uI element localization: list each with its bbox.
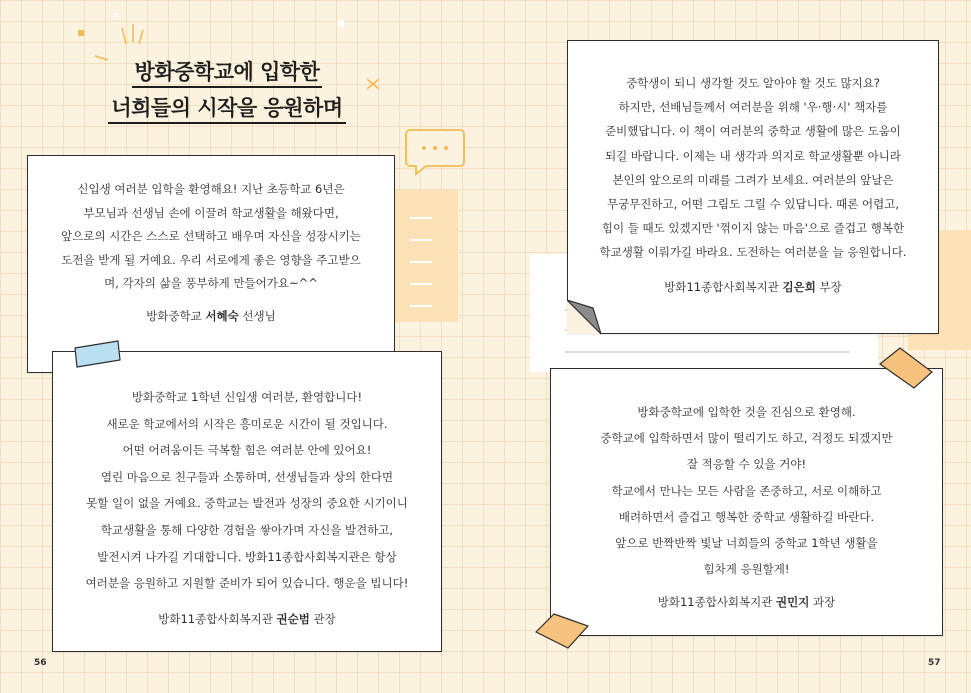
message-body <box>551 399 942 582</box>
title-line-1: 방화중학교에 입학한 <box>132 60 323 88</box>
signer-name: 서혜숙 <box>205 308 239 323</box>
message-line: 무궁무진하고, 어떤 그림도 그릴 수 있답니다. 때론 어렵고, <box>606 197 900 212</box>
message-line: 중학생이 되니 생각할 것도 알아야 할 것도 많지요? <box>626 76 880 90</box>
sparkle-icon <box>95 24 143 60</box>
message-line: 열린 마음으로 친구들과 소통하며, 선생님들과 상의 한다면 <box>100 469 394 484</box>
message-line: 어떤 어려움이든 극복할 힘은 여러분 안에 있어요! <box>122 443 372 458</box>
signature: 방화11종합사회복지관 권순범 관장 <box>158 611 336 626</box>
message-line: 본인의 앞으로의 미래를 그려가 보세요. 여러분의 앞날은 <box>612 172 894 187</box>
page-title <box>32 56 422 126</box>
page-number-right: 57 <box>928 658 941 668</box>
orange-tape <box>532 606 592 652</box>
signature: 방화중학교 서혜숙 선생님 <box>146 308 276 323</box>
message-line: 방화중학교에 입학한 것을 진심으로 환영해. <box>637 405 856 419</box>
message-line: 중학교에 입학하면서 많이 떨리기도 하고, 걱정도 되겠지만 <box>600 431 893 446</box>
signature: 방화11종합사회복지관 김은희 부장 <box>664 279 842 294</box>
message-line: 하지만, 선배님들께서 여러분을 위해 '우·행·시' 책자를 <box>618 100 888 115</box>
message-line: 학교에서 만나는 모든 사람을 존중하고, 서로 이해하고 <box>611 483 882 498</box>
message-line: 못할 일이 없을 거예요. 중학교는 발전과 성장의 중요한 시기이니 <box>86 496 408 511</box>
orange-tape <box>876 346 936 392</box>
message-line: 신입생 여러분 입학을 환영해요! 지난 초등학교 6년은 <box>77 182 345 196</box>
message-line: 새로운 학교에서의 시작은 흥미로운 시간이 될 것입니다. <box>106 416 388 431</box>
message-line: 준비했답니다. 이 책이 여러분의 중학교 생활에 많은 도움이 <box>605 124 901 139</box>
message-card-manager <box>567 40 939 334</box>
message-line: 힘이 들 때도 있겠지만 '꺾이지 않는 마음'으로 즐겁고 행복한 <box>601 221 905 236</box>
title-line-2: 너희들의 시작을 응원하며 <box>108 96 345 124</box>
message-line: 학교생활 이뤄가길 바라요. 도전하는 여러분을 늘 응원합니다. <box>599 245 907 260</box>
dot-icon <box>114 13 118 17</box>
blue-tape <box>72 338 122 370</box>
message-line: 도전을 받게 될 거예요. 우리 서로에게 좋은 영향을 주고받으 <box>61 252 361 267</box>
message-line: 잘 적응할 수 있을 거야! <box>686 457 807 472</box>
folded-corner-icon <box>567 300 603 336</box>
message-body <box>28 178 394 296</box>
message-line: 부모님과 선생님 손에 이끌려 학교생활을 해왔다면, <box>83 205 339 220</box>
message-line: 앞으로의 시간은 스스로 선택하고 배우며 자신을 성장시키는 <box>61 229 361 243</box>
message-body <box>53 384 441 597</box>
signature: 방화11종합사회복지관 권민지 과장 <box>657 595 836 610</box>
message-line: 방화중학교 1학년 신입생 여러분, 환영합니다! <box>131 390 363 404</box>
speech-bubble-icon <box>406 130 464 174</box>
dot-icon <box>337 19 345 27</box>
message-line: 학교생활을 통해 다양한 경험을 쌓아가며 자신을 발견하고, <box>100 522 394 537</box>
signer-name: 권순범 <box>276 611 310 626</box>
message-line: 앞으로 반짝반짝 빛날 너희들의 중학교 1학년 생활을 <box>615 536 878 551</box>
message-line: 힘차게 응원할게! <box>703 562 790 577</box>
message-line: 며, 각자의 삶을 풍부하게 만들어가요~^^ <box>104 276 318 290</box>
message-line: 배려하면서 즐겁고 행복한 중학교 생활하길 바란다. <box>618 509 875 524</box>
message-card-director <box>52 351 442 652</box>
page-number-left: 56 <box>34 658 47 668</box>
message-line: 발전시켜 나가길 기대합니다. 방화11종합사회복지관은 항상 <box>97 549 397 564</box>
message-line: 여러분을 응원하고 지원할 준비가 되어 있습니다. 행운을 빕니다! <box>85 576 409 591</box>
signer-name: 김은희 <box>782 279 816 294</box>
message-line: 되길 바랍니다. 이제는 내 생각과 의지로 학교생활뿐 아니라 <box>605 148 901 163</box>
message-card-section-chief <box>550 368 943 636</box>
dot-icon <box>78 30 84 36</box>
message-body <box>568 71 938 265</box>
signer-name: 권민지 <box>776 595 810 610</box>
